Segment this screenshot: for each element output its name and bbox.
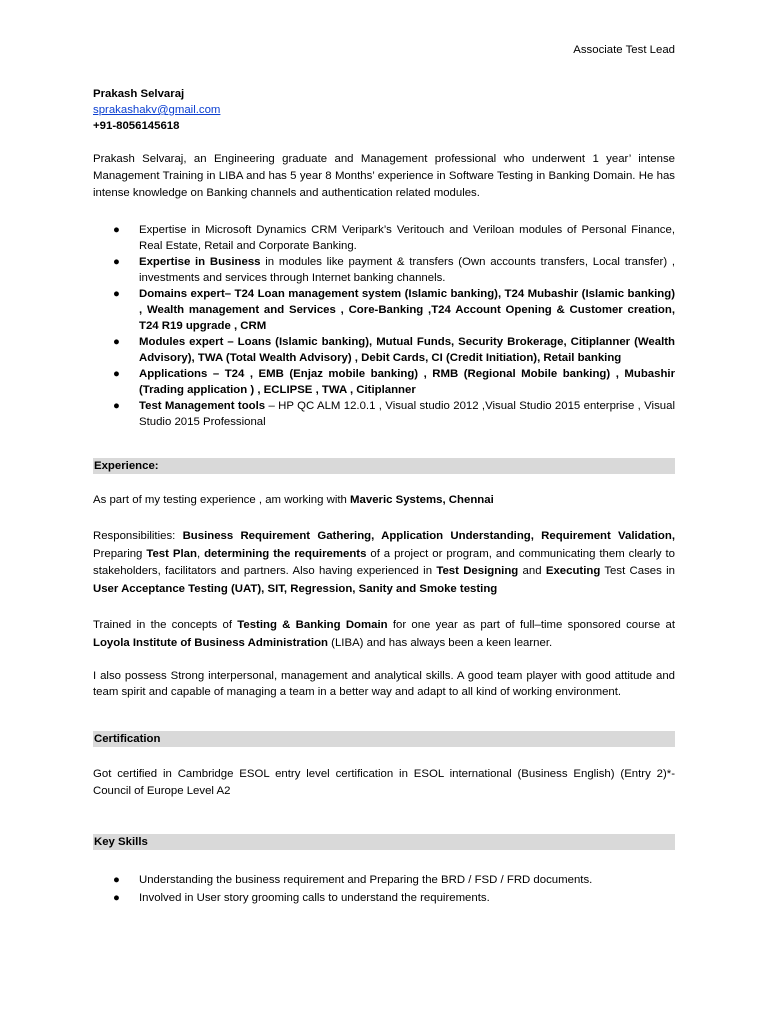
skills-paragraph: I also possess Strong interpersonal, management and analytical skills. A good team player with good attitude and team spirit and capable of managing a team in a better way and adapt to all kind of working environment. bbox=[93, 670, 675, 698]
job-role: Associate Test Lead bbox=[573, 44, 675, 56]
summary-paragraph: Prakash Selvaraj, an Engineering graduate and Management professional who underwent 1 year’ intense Management Training in LIBA and has 5 year 8 Months’ experience in Software Testing in Banking Domain. He has intense knowledge on Banking channels and authentication related modules. bbox=[93, 153, 675, 199]
certification-heading: Certification bbox=[93, 731, 675, 747]
bullet-icon: ● bbox=[113, 892, 120, 904]
experience-heading: Experience: bbox=[93, 458, 675, 474]
experience-intro: As part of my testing experience , am working with Maveric Systems, Chennai bbox=[93, 494, 494, 506]
skill-item: ● Domains expert– T24 Loan management system (Islamic banking), T24 Mubashir (Islamic banking) , Wealth management and Services , Core-Banking ,T24 Account Opening & Customer creation, T24 R19 upgrade , CRM bbox=[113, 288, 675, 332]
key-skills-list bbox=[93, 871, 675, 907]
responsibilities-paragraph: Responsibilities: Business Requirement Gathering, Application Understanding, Requirement Validation, Preparing Test Plan, determining the requirements of a project or program, and communicating them clearly to stakeholders, facilitators and partners. Also having experienced in Test Designing and Executing Test Cases in User Acceptance Testing (UAT), SIT, Regression, Sanity and Smoke testing bbox=[93, 530, 675, 595]
bullet-icon: ● bbox=[113, 256, 120, 268]
bullet-icon: ● bbox=[113, 336, 120, 348]
bullet-icon: ● bbox=[113, 224, 120, 236]
bullet-icon: ● bbox=[113, 400, 120, 412]
skill-item: ● Applications – T24 , EMB (Enjaz mobile banking) , RMB (Regional Mobile banking) , Mubashir (Trading application ) , ECLIPSE , TWA , Citiplanner bbox=[113, 368, 675, 396]
bullet-icon: ● bbox=[113, 288, 120, 300]
bullet-icon: ● bbox=[113, 874, 120, 886]
skill-item: ● Expertise in Business in modules like payment & transfers (Own accounts transfers, Local transfer) , investments and services through Internet banking channels. bbox=[113, 256, 676, 284]
candidate-name: Prakash Selvaraj bbox=[93, 88, 185, 100]
certification-paragraph: Got certified in Cambridge ESOL entry level certification in ESOL international (Business English) (Entry 2)*-Council of Europe Level A2 bbox=[93, 768, 675, 797]
email-link[interactable]: sprakashakv@gmail.com bbox=[93, 104, 221, 116]
skill-item: ● Test Management tools – HP QC ALM 12.0.1 , Visual studio 2012 ,Visual Studio 2015 enterprise , Visual Studio 2015 Professional bbox=[113, 400, 675, 428]
phone-number: +91-8056145618 bbox=[93, 120, 180, 132]
key-skill-item: ● Understanding the business requirement and Preparing the BRD / FSD / FRD documents. bbox=[93, 871, 675, 889]
bullet-icon: ● bbox=[113, 368, 120, 380]
skills-list bbox=[93, 222, 675, 430]
skill-item: ● Modules expert – Loans (Islamic banking), Mutual Funds, Security Brokerage, Citiplanner (Wealth Advisory), TWA (Total Wealth Advisory) , Debit Cards, CI (Credit Initiation), Retail banking bbox=[113, 336, 675, 364]
training-paragraph: Trained in the concepts of Testing & Banking Domain for one year as part of full–time sponsored course at Loyola Institute of Business Administration (LIBA) and has always been a keen learner. bbox=[93, 619, 676, 649]
key-skill-item: ● Involved in User story grooming calls to understand the requirements. bbox=[93, 889, 675, 907]
skill-item: ● Expertise in Microsoft Dynamics CRM Veripark’s Veritouch and Veriloan modules of Personal Finance, Real Estate, Retail and Corporate Banking. bbox=[113, 224, 675, 252]
key-skills-heading: Key Skills bbox=[93, 834, 675, 850]
